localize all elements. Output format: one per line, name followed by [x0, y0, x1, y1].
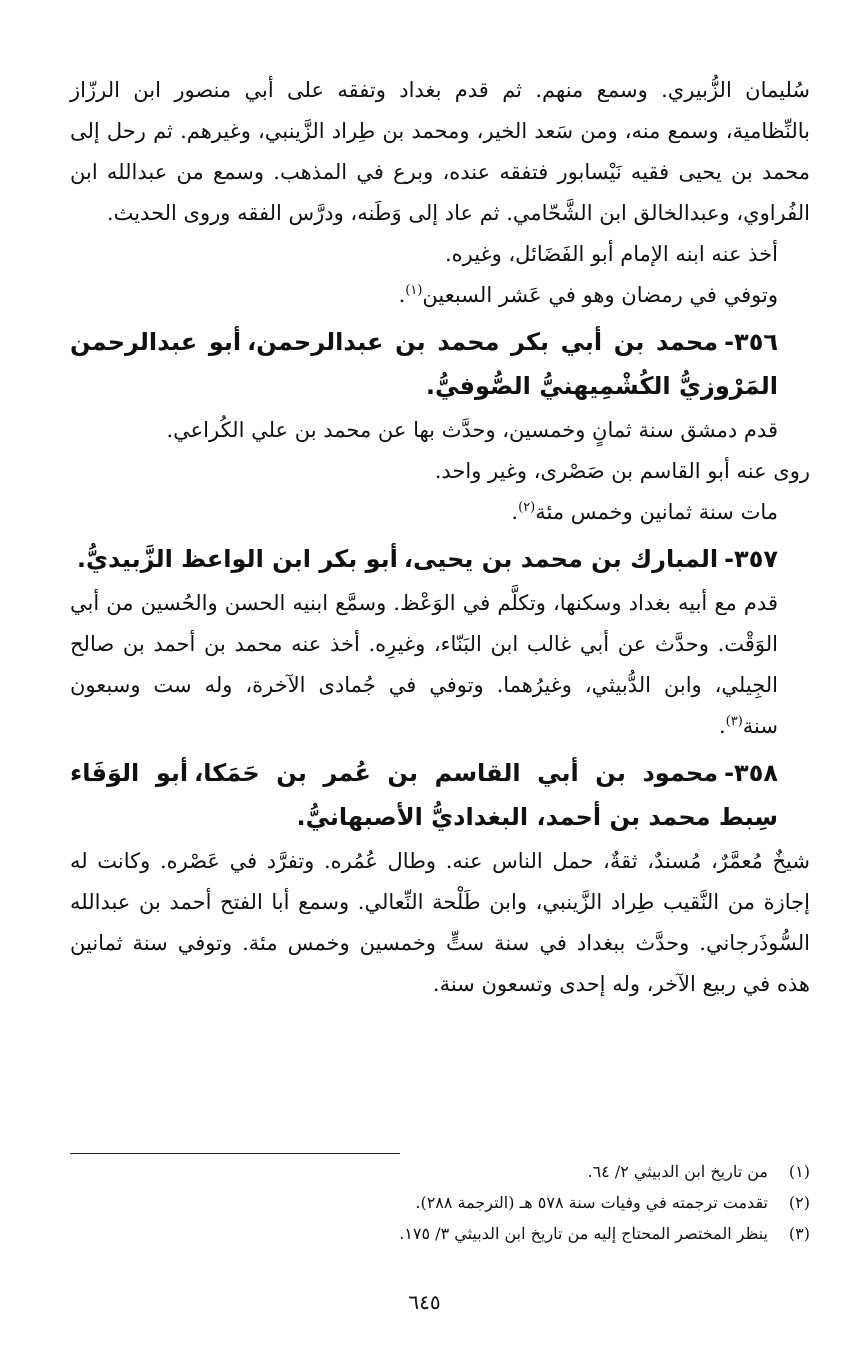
entry-358-paragraph: شيخٌ مُعمَّرٌ، مُسندٌ، ثقةٌ، حمل الناس عنه. وطال عُمُره. وتفرَّد في عَصْره. وكانت له إجازة من النَّقيب طِراد الزَّينبي، وابن طَلْحة النِّعالي. وسمع أبا الفتح أحمد بن عبدالله السُّوذَرجاني. وحدَّث ببغداد في سنة ستٍّ وخمسين وخمس مئة. وتوفي سنة ثمانين هذه في ربيع الآخر، وله إحدى وتسعون سنة.: [70, 849, 810, 996]
footnote-ref-2[interactable]: (٢): [518, 500, 536, 515]
continuation-death: وتوفي في رمضان وهو في عَشر السبعين$^{(١)}$.: [398, 283, 778, 307]
entry-number: ٣٥٨-: [724, 759, 778, 787]
footnote-divider: [70, 1153, 400, 1154]
entry-357-heading: ٣٥٧-المبارك بن محمد بن يحيى،أبو بكر ابن الواعظ الزَّبيديُّ.: [76, 545, 778, 573]
footnote-ref-1[interactable]: (١): [405, 283, 423, 298]
entry-358-heading: ٣٥٨-محمود بن أبي القاسم بن عُمر بن حَمَكا،أبو الوَفَاء سِبط محمد بن أحمد، البغداديُّ الأصبهانيُّ.: [70, 759, 778, 831]
entry-number: ٣٥٦-: [724, 328, 778, 356]
footnote-2: (٢)تقدمت ترجمته في وفيات سنة ٥٧٨ هـ (الترجمة ٢٨٨).: [415, 1193, 810, 1212]
footnotes: [70, 1156, 810, 1249]
continuation-students: أخذ عنه ابنه الإمام أبو الفَضَائل، وغيره.: [445, 242, 778, 266]
page-number: ٦٤٥: [408, 1290, 441, 1314]
footnote-3: (٣)ينظر المختصر المحتاج إليه من تاريخ ابن الدبيثي ٣/ ١٧٥.: [399, 1224, 810, 1243]
entry-357-paragraph: قدم مع أبيه بغداد وسكنها، وتكلَّم في الوَعْظ. وسمَّع ابنيه الحسن والحُسين من أبي الوَقْت. وحدَّث عن أبي غالب ابن البَنّاء، وغيرِه. أخذ عنه محمد بن أحمد بن صالح الجِيلي، وابن الدُّبيثي، وغيرُهما. وتوفي في جُمادى الآخرة، وله ست وسبعون سنة$^{(٣)}$.: [70, 591, 778, 738]
entry-356-narrators: روى عنه أبو القاسم بن صَصْرى، وغير واحد.: [434, 459, 810, 483]
entry-356-death: مات سنة ثمانين وخمس مئة$^{(٢)}$.: [511, 500, 778, 524]
entry-356-heading: ٣٥٦-محمد بن أبي بكر محمد بن عبدالرحمن،أبو عبدالرحمن المَرْوزيُّ الكُشْمِيهنيُّ الصُّوفيُّ.: [70, 328, 778, 400]
entry-356-paragraph: قدم دمشق سنة ثمانٍ وخمسين، وحدَّث بها عن محمد بن علي الكُراعي.: [166, 418, 778, 442]
continuation-paragraph: سُليمان الزُّبيري. وسمع منهم. ثم قدم بغداد وتفقه على أبي منصور ابن الرزّاز بالنِّظامية، وسمع منه، ومن سَعد الخير، ومحمد بن طِراد الزَّينبي، وغيرهم. ثم رحل إلى محمد بن يحيى فقيه نَيْسابور فتفقه عنده، وبرع في المذهب. وسمع من عبدالله ابن الفُراوي، وعبدالخالق ابن الشَّحّامي. ثم عاد إلى وَطَنه، ودرَّس الفقه وروى الحديث.: [70, 78, 810, 225]
entry-number: ٣٥٧-: [724, 545, 778, 573]
page-body: [70, 70, 810, 1005]
footnote-1: (١)من تاريخ ابن الدبيثي ٢/ ٦٤.: [587, 1162, 810, 1181]
footnote-ref-3[interactable]: (٣): [725, 714, 743, 729]
